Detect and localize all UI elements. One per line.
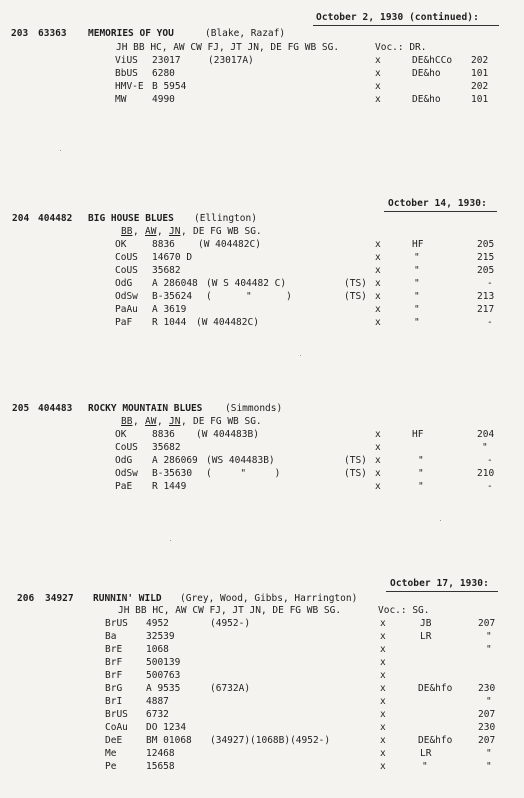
ts-marker: (TS) [344, 278, 367, 289]
label-code: PaE [115, 481, 133, 492]
page-ref: 207 [478, 618, 496, 629]
label-code: Pe [105, 761, 117, 772]
personnel-initials: JN [169, 416, 181, 427]
label-code: Ba [105, 631, 117, 642]
personnel-separator: , [181, 416, 187, 427]
page-ref: 202 [471, 55, 489, 66]
page-ref: 217 [477, 304, 495, 315]
x-mark: x [375, 81, 381, 92]
catalog-number: R 1449 [152, 481, 187, 492]
catalog-number: 6732 [146, 709, 169, 720]
personnel-initials: AW [145, 416, 157, 427]
take-matrix: (W 404482C) [196, 317, 259, 328]
soloist-note: DE&hfo [418, 735, 453, 746]
ditto-mark: " [486, 644, 492, 655]
composer: (Blake, Razaf) [205, 28, 286, 39]
ditto-mark: " [414, 278, 420, 289]
session-number: 206 [17, 593, 35, 604]
x-mark: x [375, 265, 381, 276]
take-matrix: ( " ) [206, 291, 292, 302]
ts-marker: (TS) [344, 291, 367, 302]
ditto-mark: " [486, 631, 492, 642]
ditto-mark: " [486, 696, 492, 707]
page-ref: - [487, 278, 493, 289]
catalog-number: A 9535 [146, 683, 181, 694]
label-code: Me [105, 748, 117, 759]
catalog-number: 8836 [152, 429, 175, 440]
catalog-number: 14670 D [152, 252, 193, 263]
catalog-number: 15658 [146, 761, 175, 772]
catalog-number: 35682 [152, 442, 181, 453]
catalog-number: 12468 [146, 748, 175, 759]
take-matrix: (WS 404483B) [206, 455, 275, 466]
personnel-separator: , [181, 226, 187, 237]
ditto-mark: " [414, 317, 420, 328]
take-matrix: (W 404483B) [196, 429, 259, 440]
ditto-mark: " [482, 442, 488, 453]
date-underline [384, 211, 497, 212]
soloist-note: DE&hfo [418, 683, 453, 694]
matrix-number: 404482 [38, 213, 73, 224]
page-ref: 215 [477, 252, 495, 263]
catalog-number: 500763 [146, 670, 181, 681]
scan-speck [300, 355, 301, 356]
catalog-number: 8836 [152, 239, 175, 250]
label-code: BrG [105, 683, 123, 694]
x-mark: x [380, 722, 386, 733]
label-code: PaAu [115, 304, 138, 315]
ditto-mark: " [414, 265, 420, 276]
personnel-initials: BB [121, 416, 133, 427]
x-mark: x [380, 670, 386, 681]
vocal-credit: Voc.: SG. [378, 605, 430, 616]
catalog-number: 500139 [146, 657, 181, 668]
label-code: HMV-E [115, 81, 144, 92]
page-ref: 202 [471, 81, 489, 92]
x-mark: x [375, 278, 381, 289]
page-ref: 207 [478, 735, 496, 746]
label-code: DeE [105, 735, 123, 746]
take-matrix: (W 404482C) [198, 239, 261, 250]
ditto-mark: " [414, 304, 420, 315]
composer: (Grey, Wood, Gibbs, Harrington) [180, 593, 358, 604]
date-underline [386, 591, 498, 592]
session-date: October 14, 1930: [388, 198, 487, 209]
x-mark: x [375, 468, 381, 479]
x-mark: x [380, 696, 386, 707]
session-number: 203 [11, 28, 29, 39]
take-matrix: (W S 404482 C) [206, 278, 287, 289]
catalog-number: A 286069 [152, 455, 198, 466]
soloist-note: DE&ho [412, 68, 441, 79]
ditto-mark: " [486, 748, 492, 759]
page-ref: - [487, 455, 493, 466]
session-date: October 17, 1930: [390, 578, 489, 589]
x-mark: x [380, 735, 386, 746]
x-mark: x [375, 68, 381, 79]
page-ref: 101 [471, 94, 489, 105]
ts-marker: (TS) [344, 468, 367, 479]
ditto-mark: " [418, 481, 424, 492]
page-ref: 230 [478, 683, 496, 694]
page-ref: 205 [477, 239, 495, 250]
personnel-rest: DE FG WB SG. [193, 226, 262, 237]
soloist-note: DE&hCCo [412, 55, 453, 66]
x-mark: x [375, 481, 381, 492]
x-mark: x [380, 657, 386, 668]
x-mark: x [375, 252, 381, 263]
ditto-mark: " [418, 455, 424, 466]
label-code: OdSw [115, 291, 138, 302]
catalog-number: 6280 [152, 68, 175, 79]
catalog-number: 4990 [152, 94, 175, 105]
x-mark: x [380, 644, 386, 655]
ts-marker: (TS) [344, 455, 367, 466]
page-ref: - [487, 317, 493, 328]
label-code: CoUS [115, 252, 138, 263]
tune-title: RUNNIN' WILD [93, 593, 162, 604]
label-code: MW [115, 94, 127, 105]
take-matrix: (23017A) [208, 55, 254, 66]
catalog-number: R 1044 [152, 317, 187, 328]
label-code: BrI [105, 696, 123, 707]
x-mark: x [380, 761, 386, 772]
ditto-mark: " [422, 761, 428, 772]
personnel: JH BB HC, AW CW FJ, JT JN, DE FG WB SG. [116, 42, 340, 53]
label-code: ViUS [115, 55, 138, 66]
personnel-initials: BB [121, 226, 133, 237]
composer: (Simmonds) [225, 403, 283, 414]
catalog-number: BM 01068 [146, 735, 192, 746]
page-ref: 101 [471, 68, 489, 79]
label-code: OK [115, 429, 127, 440]
matrix-number: 404483 [38, 403, 73, 414]
page-ref: - [487, 481, 493, 492]
label-code: OdG [115, 455, 133, 466]
label-code: BrUS [105, 709, 128, 720]
soloist-note: JB [420, 618, 432, 629]
vocal-credit: Voc.: DR. [375, 42, 427, 53]
label-code: OdSw [115, 468, 138, 479]
label-code: BbUS [115, 68, 138, 79]
x-mark: x [380, 709, 386, 720]
x-mark: x [380, 748, 386, 759]
scan-speck [170, 540, 171, 541]
x-mark: x [380, 631, 386, 642]
catalog-number: 32539 [146, 631, 175, 642]
tune-title: BIG HOUSE BLUES [88, 213, 174, 224]
label-code: BrF [105, 657, 123, 668]
matrix-number: 34927 [45, 593, 74, 604]
tune-title: MEMORIES OF YOU [88, 28, 174, 39]
composer: (Ellington) [194, 213, 257, 224]
soloist-note: DE&ho [412, 94, 441, 105]
personnel-initials: AW [145, 226, 157, 237]
catalog-number: A 3619 [152, 304, 187, 315]
session-number: 205 [12, 403, 30, 414]
take-matrix: (4952-) [210, 618, 251, 629]
label-code: BrE [105, 644, 123, 655]
page-ref: 213 [477, 291, 495, 302]
catalog-number: A 286048 [152, 278, 198, 289]
page-ref: 204 [477, 429, 495, 440]
x-mark: x [375, 94, 381, 105]
catalog-number: B-35624 [152, 291, 193, 302]
x-mark: x [375, 55, 381, 66]
label-code: OK [115, 239, 127, 250]
x-mark: x [375, 317, 381, 328]
label-code: CoAu [105, 722, 128, 733]
personnel-separator: , [157, 416, 163, 427]
x-mark: x [375, 239, 381, 250]
take-matrix: (6732A) [210, 683, 251, 694]
personnel-separator: , [133, 416, 139, 427]
x-mark: x [375, 304, 381, 315]
soloist-note: LR [420, 748, 432, 759]
matrix-number: 63363 [38, 28, 67, 39]
scan-speck [60, 150, 61, 151]
page-ref: 205 [477, 265, 495, 276]
page-ref: 207 [478, 709, 496, 720]
ditto-mark: " [486, 761, 492, 772]
soloist-note: HF [412, 429, 424, 440]
catalog-number: 23017 [152, 55, 181, 66]
catalog-number: B 5954 [152, 81, 187, 92]
x-mark: x [375, 442, 381, 453]
page-ref: 230 [478, 722, 496, 733]
label-code: CoUS [115, 265, 138, 276]
personnel-separator: , [133, 226, 139, 237]
x-mark: x [375, 291, 381, 302]
soloist-note: HF [412, 239, 424, 250]
catalog-number: 4952 [146, 618, 169, 629]
x-mark: x [375, 455, 381, 466]
label-code: OdG [115, 278, 133, 289]
session-date: October 2, 1930 (continued): [316, 12, 479, 23]
ditto-mark: " [418, 468, 424, 479]
catalog-number: 1068 [146, 644, 169, 655]
take-matrix: ( " ) [206, 468, 281, 479]
catalog-number: DO 1234 [146, 722, 187, 733]
personnel: JH BB HC, AW CW FJ, JT JN, DE FG WB SG. [118, 605, 342, 616]
label-code: CoUS [115, 442, 138, 453]
ditto-mark: " [414, 291, 420, 302]
take-matrix: (34927)(1068B)(4952-) [210, 735, 331, 746]
label-code: BrUS [105, 618, 128, 629]
personnel-separator: , [157, 226, 163, 237]
catalog-number: B-35630 [152, 468, 193, 479]
session-number: 204 [12, 213, 30, 224]
x-mark: x [380, 618, 386, 629]
x-mark: x [380, 683, 386, 694]
date-underline [313, 25, 499, 26]
label-code: PaF [115, 317, 133, 328]
tune-title: ROCKY MOUNTAIN BLUES [88, 403, 203, 414]
catalog-number: 4887 [146, 696, 169, 707]
catalog-number: 35682 [152, 265, 181, 276]
personnel-initials: JN [169, 226, 181, 237]
label-code: BrF [105, 670, 123, 681]
ditto-mark: " [414, 252, 420, 263]
x-mark: x [375, 429, 381, 440]
scan-speck [440, 520, 441, 521]
soloist-note: LR [420, 631, 432, 642]
personnel-rest: DE FG WB SG. [193, 416, 262, 427]
page-ref: 210 [477, 468, 495, 479]
